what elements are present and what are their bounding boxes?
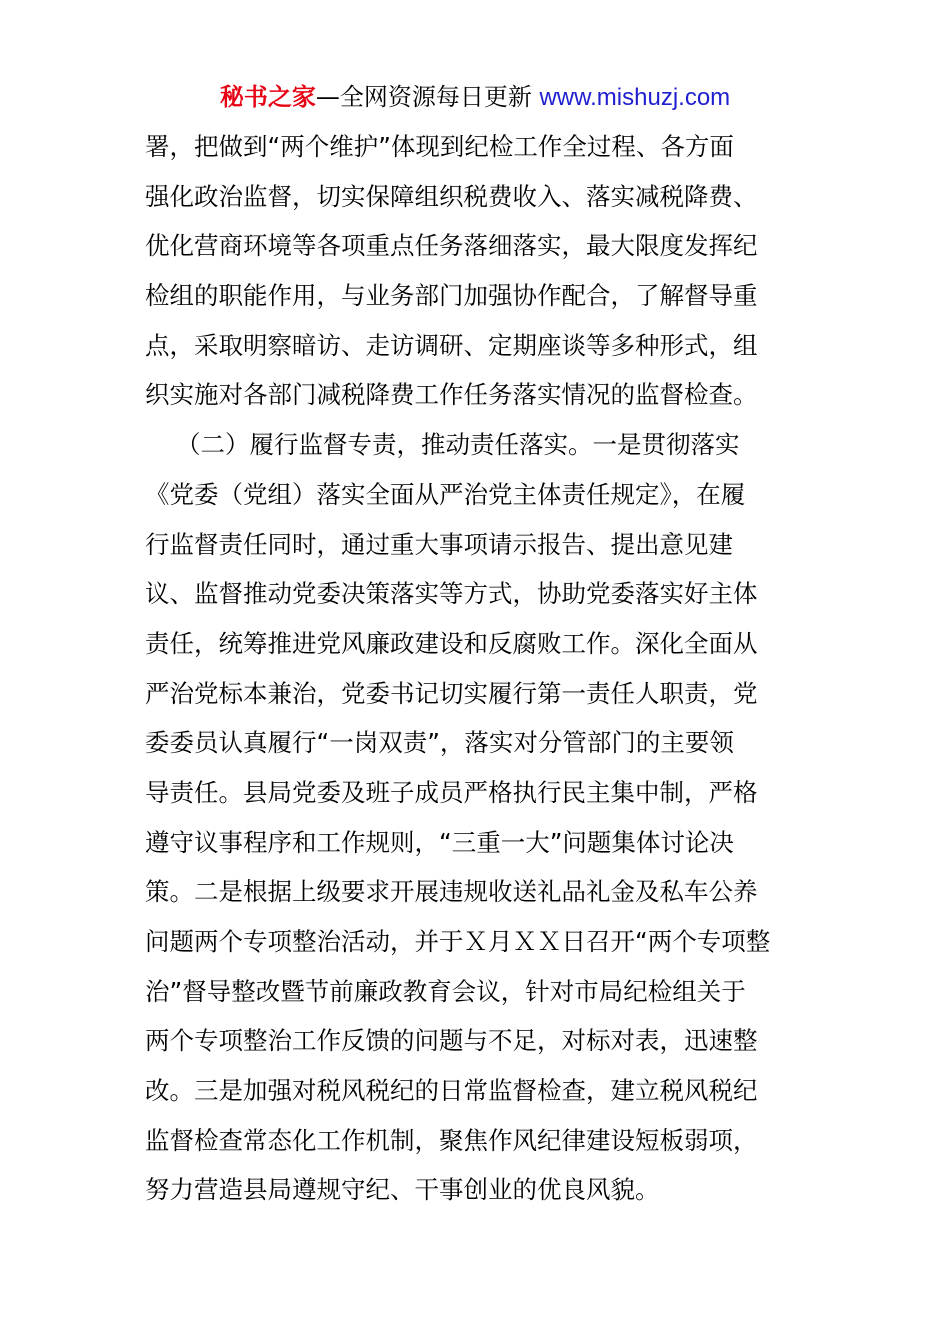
text-line: （二）履行监督专责，推动责任落实。一是贯彻落实 bbox=[176, 430, 740, 460]
document-body bbox=[145, 122, 825, 1215]
text-line: 责任，统筹推进党风廉政建设和反腐败工作。深化全面从 bbox=[145, 628, 758, 658]
text-line: 点，采取明察暗访、走访调研、定期座谈等多种形式，组 bbox=[145, 330, 758, 360]
text-line: 遵守议事程序和工作规则，“三重一大”问题集体讨论决 bbox=[145, 827, 734, 857]
page-header bbox=[0, 82, 950, 113]
text-line: 两个专项整治工作反馈的问题与不足，对标对表，迅速整 bbox=[145, 1026, 758, 1056]
header-slogan: —全网资源每日更新 bbox=[315, 83, 532, 111]
text-line: 导责任。县局党委及班子成员严格执行民主集中制，严格 bbox=[145, 777, 758, 807]
text-line: 检组的职能作用，与业务部门加强协作配合，了解督导重 bbox=[145, 281, 758, 311]
text-line: 织实施对各部门减税降费工作任务落实情况的监督检查。 bbox=[145, 380, 758, 410]
text-line: 行监督责任同时，通过重大事项请示报告、提出意见建 bbox=[145, 529, 733, 559]
site-url-link[interactable]: www.mishuzj.com bbox=[539, 84, 731, 111]
text-line: 强化政治监督，切实保障组织税费收入、落实减税降费、 bbox=[145, 181, 758, 211]
text-line: 《党委（党组）落实全面从严治党主体责任规定》，在履 bbox=[145, 479, 746, 509]
text-line: 委委员认真履行“一岗双责”，落实对分管部门的主要领 bbox=[145, 728, 734, 758]
text-line: 署，把做到“两个维护”体现到纪检工作全过程、各方面 bbox=[145, 132, 734, 161]
text-line: 治”督导整改暨节前廉政教育会议，针对市局纪检组关于 bbox=[145, 976, 746, 1006]
text-line: 努力营造县局遵规守纪、干事创业的优良风貌。 bbox=[145, 1175, 660, 1205]
text-line: 问题两个专项整治活动，并于Ｘ月ＸＸ日召开“两个专项整 bbox=[145, 927, 771, 956]
text-line: 议、监督推动党委决策落实等方式，协助党委落实好主体 bbox=[145, 579, 758, 609]
text-line: 优化营商环境等各项重点任务落细落实，最大限度发挥纪 bbox=[145, 231, 758, 261]
text-line: 改。三是加强对税风税纪的日常监督检查，建立税风税纪 bbox=[145, 1076, 758, 1106]
text-line: 策。二是根据上级要求开展违规收送礼品礼金及私车公养 bbox=[145, 877, 758, 907]
text-line: 监督检查常态化工作机制，聚焦作风纪律建设短板弱项， bbox=[145, 1125, 758, 1155]
text-line: 严治党标本兼治，党委书记切实履行第一责任人职责，党 bbox=[145, 678, 758, 708]
brand-name: 秘书之家 bbox=[219, 83, 316, 111]
